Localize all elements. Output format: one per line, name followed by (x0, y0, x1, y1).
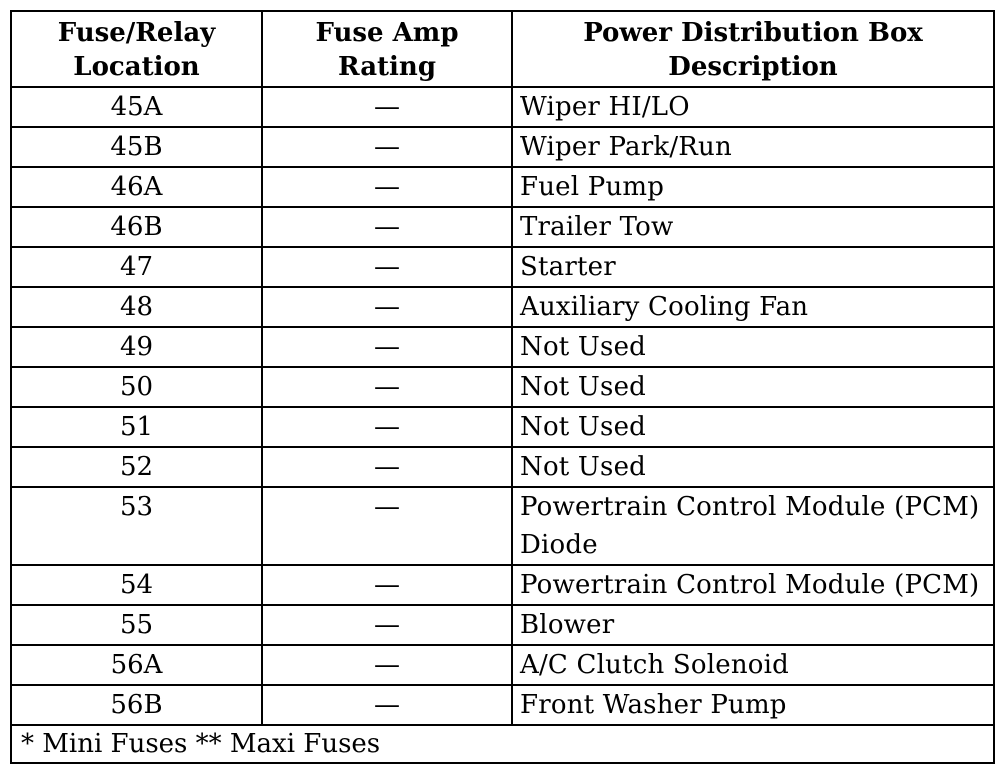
table-row (11, 87, 994, 127)
fuse-location-cell: 48 (11, 287, 262, 327)
fuse-description-cell (512, 565, 994, 605)
table-row (11, 565, 994, 605)
fuse-amp-cell: — (262, 367, 512, 407)
table-row (11, 447, 994, 487)
fuse-description-cell (512, 447, 994, 487)
fuse-relay-table (10, 10, 995, 764)
description-line: Powertrain Control Module (PCM) (520, 570, 980, 600)
fuse-amp-cell: — (262, 605, 512, 645)
fuse-amp-cell: — (262, 565, 512, 605)
description-line: Not Used (520, 452, 647, 482)
header-location (11, 11, 262, 87)
description-line: Not Used (520, 372, 647, 402)
fuse-description-cell (512, 605, 994, 645)
fuse-description-cell (512, 685, 994, 725)
fuse-amp-cell: — (262, 287, 512, 327)
fuse-description-cell (512, 327, 994, 367)
table-row (11, 327, 994, 367)
header-amp-line1: Fuse Amp (315, 18, 459, 48)
fuse-description-cell (512, 287, 994, 327)
fuse-location-cell: 54 (11, 565, 262, 605)
fuse-description-cell (512, 207, 994, 247)
fuse-amp-cell: — (262, 87, 512, 127)
fuse-location-cell: 51 (11, 407, 262, 447)
description-line: Fuel Pump (520, 172, 665, 202)
fuse-location-cell: 45B (11, 127, 262, 167)
fuse-location-cell: 55 (11, 605, 262, 645)
description-line: Trailer Tow (520, 212, 674, 242)
header-row (11, 11, 994, 87)
header-amp-rating (262, 11, 512, 87)
fuse-location-cell: 56A (11, 645, 262, 685)
table-row (11, 287, 994, 327)
description-line: Diode (520, 530, 598, 560)
fuse-amp-cell: — (262, 645, 512, 685)
description-line: Powertrain Control Module (PCM) (520, 492, 980, 522)
header-description-line2: Description (668, 52, 838, 82)
table-row (11, 207, 994, 247)
header-description-line1: Power Distribution Box (583, 18, 923, 48)
fuse-description-cell (512, 367, 994, 407)
table-row (11, 127, 994, 167)
fuse-amp-cell: — (262, 127, 512, 167)
fuse-location-cell: 53 (11, 487, 262, 565)
table-row (11, 685, 994, 725)
header-description (512, 11, 994, 87)
fuse-location-cell: 52 (11, 447, 262, 487)
fuse-description-cell (512, 487, 994, 565)
fuse-amp-cell: — (262, 685, 512, 725)
fuse-amp-cell: — (262, 247, 512, 287)
fuse-location-cell: 46A (11, 167, 262, 207)
description-line: Front Washer Pump (520, 690, 787, 720)
fuse-description-cell (512, 127, 994, 167)
fuse-description-cell (512, 247, 994, 287)
fuse-amp-cell: — (262, 447, 512, 487)
fuse-amp-cell: — (262, 407, 512, 447)
description-line: A/C Clutch Solenoid (520, 650, 789, 680)
header-location-line1: Fuse/Relay (57, 18, 216, 48)
table-row (11, 487, 994, 565)
table-row (11, 167, 994, 207)
table-body (11, 87, 994, 725)
description-line: Wiper HI/LO (520, 92, 690, 122)
table-row (11, 645, 994, 685)
fuse-amp-cell: — (262, 487, 512, 565)
table-row (11, 247, 994, 287)
fuse-amp-cell: — (262, 207, 512, 247)
description-line: Starter (520, 252, 616, 282)
fuse-description-cell (512, 87, 994, 127)
fuse-location-cell: 50 (11, 367, 262, 407)
header-amp-line2: Rating (337, 52, 437, 82)
fuse-location-cell: 46B (11, 207, 262, 247)
footnote-row (11, 725, 994, 763)
description-line: Auxiliary Cooling Fan (520, 292, 809, 322)
table-row (11, 367, 994, 407)
fuse-description-cell (512, 167, 994, 207)
fuse-amp-cell: — (262, 327, 512, 367)
fuse-location-cell: 56B (11, 685, 262, 725)
fuse-location-cell: 45A (11, 87, 262, 127)
fuse-location-cell: 49 (11, 327, 262, 367)
fuse-location-cell: 47 (11, 247, 262, 287)
description-line: Blower (520, 610, 615, 640)
header-location-line2: Location (73, 52, 200, 82)
description-line: Wiper Park/Run (520, 132, 732, 162)
footnote: * Mini Fuses ** Maxi Fuses (11, 725, 994, 763)
fuse-description-cell (512, 645, 994, 685)
fuse-description-cell (512, 407, 994, 447)
description-line: Not Used (520, 332, 647, 362)
fuse-amp-cell: — (262, 167, 512, 207)
description-line: Not Used (520, 412, 647, 442)
table-row (11, 407, 994, 447)
table-row (11, 605, 994, 645)
